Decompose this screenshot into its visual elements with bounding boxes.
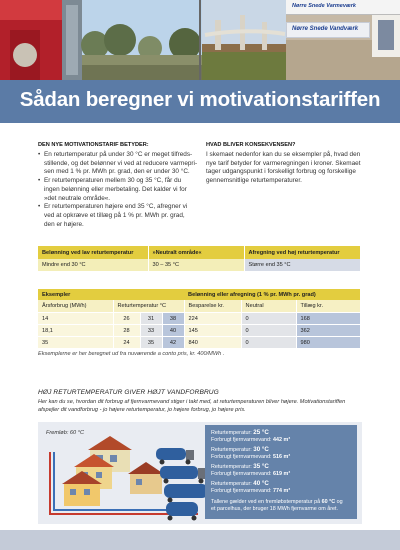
cell-temp-low: 24 [113,337,140,349]
bullet-1: • En returtemperatur på under 30 °C er meget tilfreds- stillende, og det belønner vi ved at reducere varmepri- sen med 1 % pr. MWh pr. grad, den er under 30 °C. [38,151,210,177]
col-neutral: Neutral [241,300,296,313]
cell-savings: 224 [184,313,241,325]
cell-temp-high: 38 [162,313,184,325]
section-body: Her kan du se, hvordan dit forbrug af fjernvarmevand stiger i takt med, at returtemperaturen bliver højere. Motivationstariffen afspejler dit vandforbrug - jo højere returtemperatur, jo højere forbrug, jo højere pris. [38,399,346,413]
examples-header: Eksempler [38,289,184,300]
page-title: Sådan beregner vi motivationstariffen [19,88,381,111]
table-row [38,325,360,337]
header-high-temp: Afregning ved høj returtemperatur [244,246,360,259]
cell-mwh: 18,1 [38,325,113,337]
value-low-temp: Mindre end 30 °C [38,259,148,271]
cell-savings: 840 [184,337,241,349]
cell-surcharge: 168 [296,313,360,325]
info-item: Returtemperatur: 25 °C Forbrugt fjernvarmevand: 442 m³ [211,429,291,443]
cell-surcharge: 362 [296,325,360,337]
cell-temp-high: 40 [162,325,184,337]
info-item: Returtemperatur: 30 °C Forbrugt fjernvarmevand: 516 m³ [211,446,291,460]
header-low-temp: Belønning ved lav returtemperatur [38,246,148,259]
cell-savings: 145 [184,325,241,337]
col-return-temp: Returtemperatur °C [113,300,184,313]
right-heading: HVAD BLIVER KONSEKVENSEN? [206,142,296,148]
cell-mwh: 35 [38,337,113,349]
title-banner [0,80,400,123]
col-savings: Besparelse kr. [184,300,241,313]
col-surcharge: Tillæg kr. [296,300,360,313]
info-footnote: Tallene gælder ved en fremløbstemperatur på 60 °C og et parcelhus, der bruger 18 MWh fjernvarme om året. [211,499,343,512]
col-consumption: Årsforbrug (MWh) [38,300,113,313]
reward-zones-table [38,246,361,271]
cell-temp-neutral: 33 [140,325,162,337]
cell-neutral: 0 [241,325,296,337]
sign-varmevaerk: Nørre Snede Varmeværk [286,0,400,15]
table-row [38,313,360,325]
cell-temp-low: 28 [113,325,140,337]
cell-temp-high: 42 [162,337,184,349]
info-box [205,425,357,519]
sign-vandvaerk: Nørre Snede Vandværk [286,22,370,38]
cell-neutral: 0 [241,337,296,349]
supply-temp-label: Fremløb: 60 °C [46,430,84,436]
info-item: Returtemperatur: 40 °C Forbrugt fjernvarmevand: 774 m³ [211,480,291,494]
left-heading: DEN NYE MOTIVATIONSTARIF BETYDER: [38,142,149,148]
value-high-temp: Større end 35 °C [244,259,360,271]
info-item: Returtemperatur: 35 °C Forbrugt fjernvarmevand: 619 m³ [211,463,291,477]
cell-mwh: 14 [38,313,113,325]
header-photo [0,0,400,80]
section-heading: HØJ RETURTEMPERATUR GIVER HØJT VANDFORBRUG [38,389,219,396]
cell-temp-neutral: 31 [140,313,162,325]
cell-surcharge: 980 [296,337,360,349]
reward-header: Belønning eller afregning (1 % pr. MWh pr. grad) [184,289,360,300]
examples-table [38,289,361,349]
right-body: I skemaet nedenfor kan du se eksempler på, hvad den nye tarif betyder for varmeregningen i kroner. Skemaet tager udgangspunkt i forskelligt forbrug og forskellige gennemsnitlige returtemperaturer. [206,151,361,185]
footer-band [0,530,400,550]
header-neutral: »Neutralt område« [148,246,244,259]
table-note: Eksemplerne er her beregnet ud fra nuværende a conto pris, kr. 400/MWh . [38,351,225,357]
bullet-2: • Er returtemperaturen mellem 30 og 35 °C, får du ingen belønning eller merbetaling. Det kalder vi for »det neutrale område«. [38,177,210,203]
bullet-3: • Er returtemperaturen højere end 35 °C, afregner vi ved at opkræve et tillæg på 1 % pr. MWh pr. grad, den er højere. [38,203,210,229]
cell-temp-neutral: 35 [140,337,162,349]
cell-temp-low: 26 [113,313,140,325]
value-neutral: 30 – 35 °C [148,259,244,271]
left-body [38,151,210,229]
cell-neutral: 0 [241,313,296,325]
table-row [38,337,360,349]
